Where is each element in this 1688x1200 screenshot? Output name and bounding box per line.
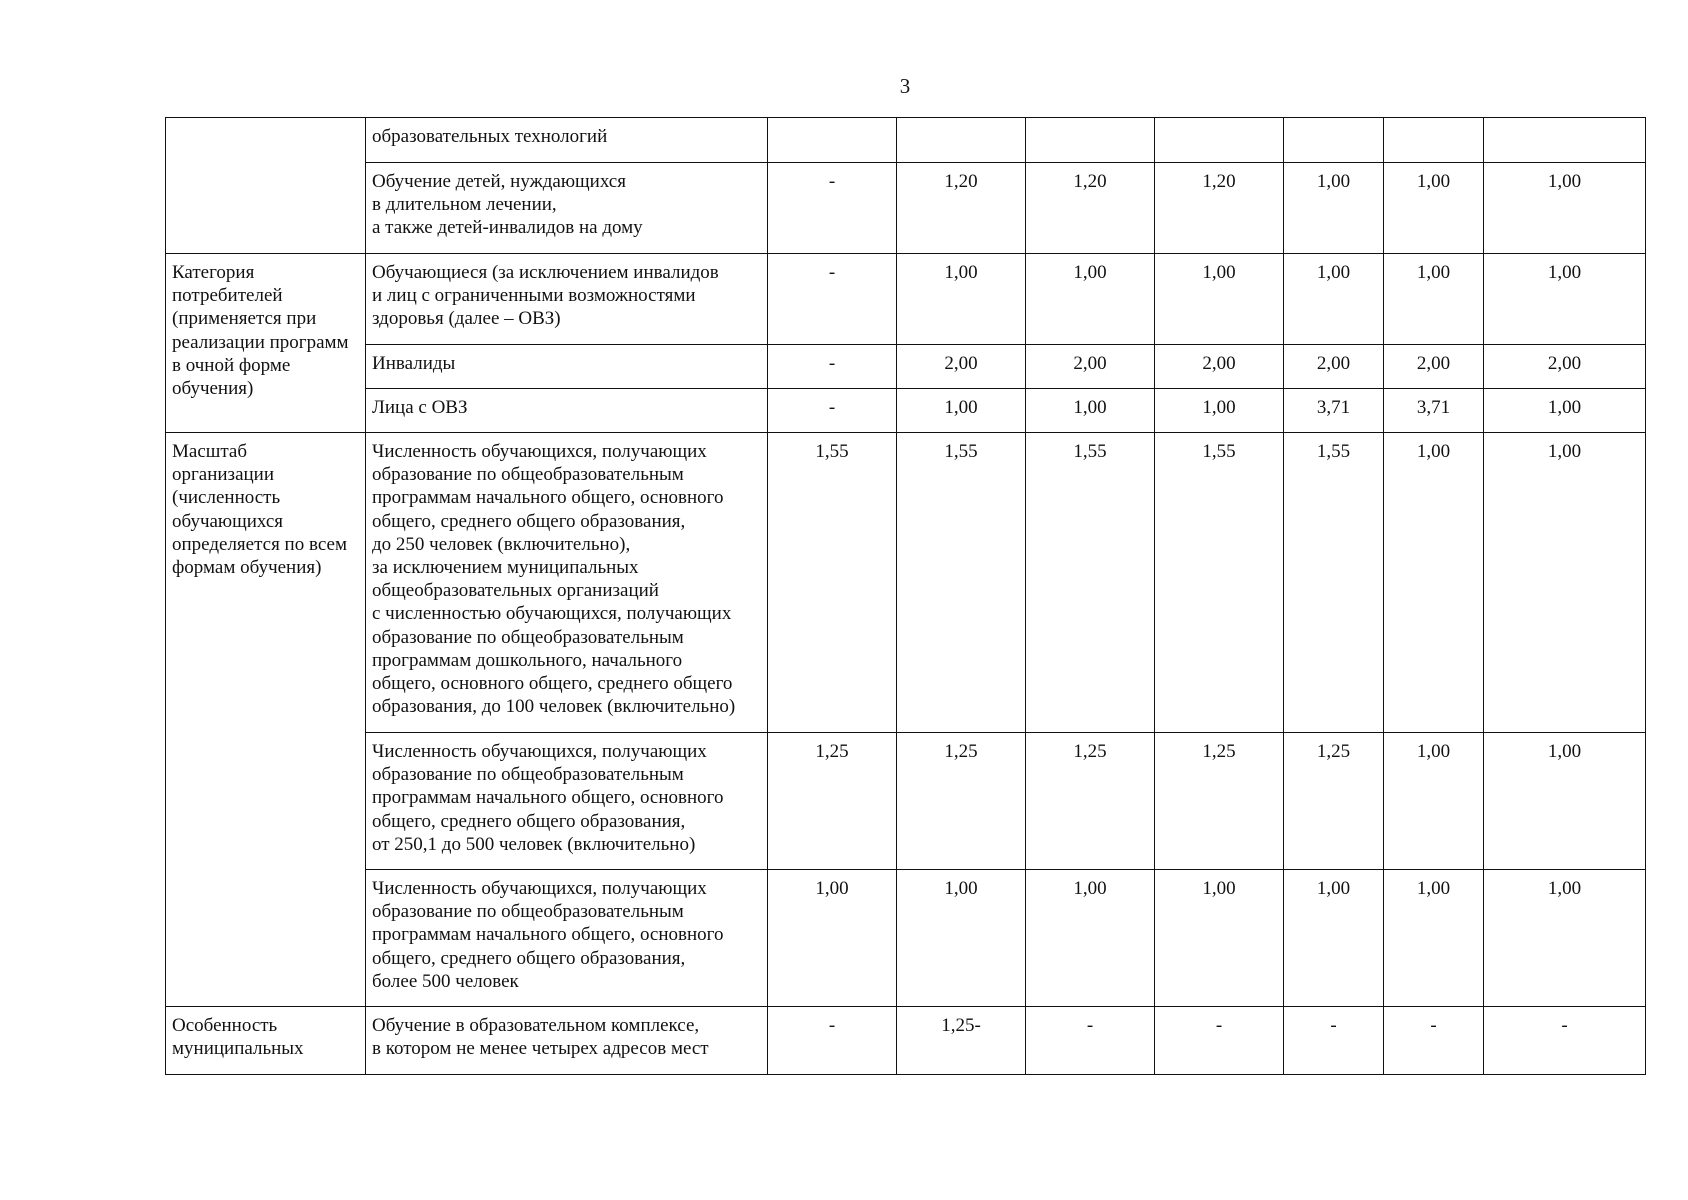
value-cell: -	[768, 345, 897, 389]
category-cell: Масштаб организации (численность обучающихся определяется по всем формам обучения)	[166, 433, 366, 1007]
value-cell	[1284, 118, 1384, 163]
value-cell: 1,00	[897, 389, 1026, 433]
description-cell: Численность обучающихся, получающих образование по общеобразовательным программам начального общего, основного общего, среднего общего образования, до 250 человек (включительно), за исключением муниципальных общеобразовательных организаций с численностью обучающихся, получающих образование по общеобразовательным программам дошкольного, начального общего, основного общего, среднего общего образования, до 100 человек (включительно)	[366, 433, 768, 733]
value-cell: 1,00	[1155, 870, 1284, 1007]
value-cell: 1,55	[897, 433, 1026, 733]
value-cell: 2,00	[897, 345, 1026, 389]
value-cell: 3,71	[1384, 389, 1484, 433]
value-cell	[1155, 118, 1284, 163]
value-cell: -	[1026, 1007, 1155, 1075]
table-row	[166, 345, 1646, 389]
value-cell: 1,00	[1284, 254, 1384, 345]
value-cell: 1,20	[1155, 163, 1284, 254]
value-cell: 1,00	[1155, 254, 1284, 345]
value-cell: 3,71	[1284, 389, 1384, 433]
value-cell: 1,00	[1484, 389, 1646, 433]
description-cell: Численность обучающихся, получающих образование по общеобразовательным программам начального общего, основного общего, среднего общего образования, от 250,1 до 500 человек (включительно)	[366, 733, 768, 870]
value-cell: 1,00	[1384, 254, 1484, 345]
value-cell: 1,55	[768, 433, 897, 733]
value-cell: 1,00	[1026, 254, 1155, 345]
value-cell: 1,55	[1284, 433, 1384, 733]
value-cell: -	[1484, 1007, 1646, 1075]
value-cell	[1026, 118, 1155, 163]
value-cell: -	[1155, 1007, 1284, 1075]
value-cell: -	[1284, 1007, 1384, 1075]
category-cell: Категория потребителей (применяется при реализации программ в очной форме обучения)	[166, 254, 366, 433]
value-cell: 1,00	[1484, 870, 1646, 1007]
value-cell: 1,00	[1284, 870, 1384, 1007]
value-cell: 1,25	[1026, 733, 1155, 870]
category-cell	[166, 118, 366, 254]
table-row	[166, 733, 1646, 870]
table-row	[166, 163, 1646, 254]
category-cell: Особенность муниципальных	[166, 1007, 366, 1075]
value-cell: 1,00	[1384, 163, 1484, 254]
value-cell	[1484, 118, 1646, 163]
value-cell: 1,00	[768, 870, 897, 1007]
table-row	[166, 433, 1646, 733]
value-cell: 2,00	[1155, 345, 1284, 389]
value-cell: 1,00	[1026, 870, 1155, 1007]
value-cell: 1,00	[1484, 163, 1646, 254]
value-cell: 1,00	[897, 254, 1026, 345]
value-cell	[897, 118, 1026, 163]
value-cell: 2,00	[1384, 345, 1484, 389]
table-row	[166, 870, 1646, 1007]
coefficients-table	[165, 117, 1646, 1075]
table-row	[166, 1007, 1646, 1075]
value-cell: 1,55	[1026, 433, 1155, 733]
description-cell: Обучение детей, нуждающихся в длительном лечении, а также детей-инвалидов на дому	[366, 163, 768, 254]
value-cell: 1,20	[897, 163, 1026, 254]
value-cell: 1,00	[1284, 163, 1384, 254]
table-row	[166, 118, 1646, 163]
value-cell: 1,25	[768, 733, 897, 870]
value-cell: -	[1384, 1007, 1484, 1075]
value-cell	[1384, 118, 1484, 163]
value-cell: 1,25	[897, 733, 1026, 870]
value-cell: 1,20	[1026, 163, 1155, 254]
value-cell: 1,00	[1384, 433, 1484, 733]
description-cell: Обучающиеся (за исключением инвалидов и лиц с ограниченными возможностями здоровья (далее – ОВЗ)	[366, 254, 768, 345]
value-cell: 2,00	[1484, 345, 1646, 389]
value-cell: 1,00	[1026, 389, 1155, 433]
description-cell: Инвалиды	[366, 345, 768, 389]
value-cell: 1,00	[1155, 389, 1284, 433]
description-cell: Лица с ОВЗ	[366, 389, 768, 433]
description-cell: Численность обучающихся, получающих образование по общеобразовательным программам начального общего, основного общего, среднего общего образования, более 500 человек	[366, 870, 768, 1007]
value-cell: 1,25	[1155, 733, 1284, 870]
table-row	[166, 254, 1646, 345]
page-number: 3	[899, 74, 911, 98]
value-cell: 1,55	[1155, 433, 1284, 733]
value-cell: -	[768, 1007, 897, 1075]
description-cell: Обучение в образовательном комплексе, в котором не менее четырех адресов мест	[366, 1007, 768, 1075]
value-cell: 1,25-	[897, 1007, 1026, 1075]
description-cell: образовательных технологий	[366, 118, 768, 163]
value-cell: 1,25	[1284, 733, 1384, 870]
value-cell: 1,00	[1484, 733, 1646, 870]
value-cell: -	[768, 254, 897, 345]
value-cell: 1,00	[1484, 433, 1646, 733]
value-cell: -	[768, 163, 897, 254]
value-cell: 1,00	[897, 870, 1026, 1007]
value-cell: 2,00	[1284, 345, 1384, 389]
value-cell: 1,00	[1384, 870, 1484, 1007]
value-cell: 1,00	[1484, 254, 1646, 345]
table-row	[166, 389, 1646, 433]
value-cell: 1,00	[1384, 733, 1484, 870]
value-cell	[768, 118, 897, 163]
value-cell: -	[768, 389, 897, 433]
value-cell: 2,00	[1026, 345, 1155, 389]
